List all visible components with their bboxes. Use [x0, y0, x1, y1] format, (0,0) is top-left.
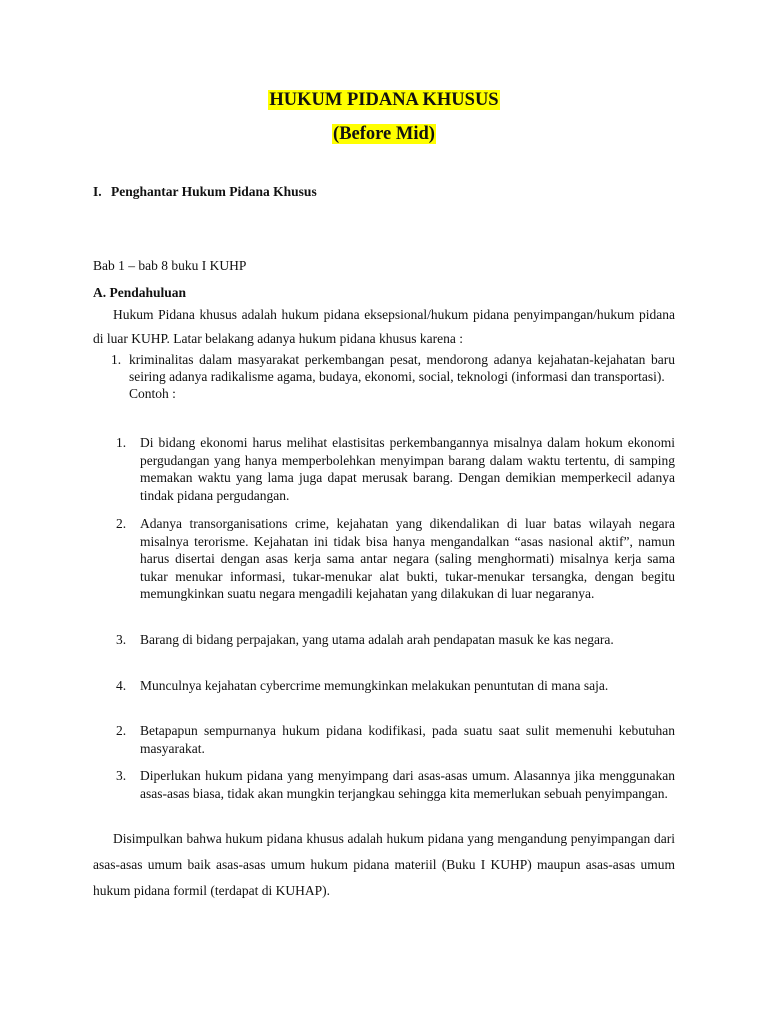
- conclusion-paragraph: [93, 826, 675, 904]
- list-item-text: kriminalitas dalam masyarakat perkembangan pesat, mendorong adanya kejahatan-kejahatan baru seiring adanya radikalisme agama, budaya, ekonomi, social, teknologi (informasi dan transportasi).: [129, 352, 675, 384]
- list-item-number: 4.: [116, 678, 127, 693]
- list-item: [116, 631, 675, 649]
- section-label: Penghantar Hukum Pidana Khusus: [111, 184, 317, 199]
- list-item-number: 3.: [116, 632, 127, 647]
- chapter-note: Bab 1 – bab 8 buku I KUHP: [93, 258, 247, 273]
- list-item-text: Diperlukan hukum pidana yang menyimpang dari asas-asas umum. Alasannya jika menggunakan asas-asas biasa, tidak akan mungkin terjangkau sehingga kita memerlukan sebuah penyimpangan.: [140, 768, 675, 801]
- intro-text: Hukum Pidana khusus adalah hukum pidana eksepsional/hukum pidana penyimpangan/hukum pidana di luar KUHP. Latar belakang adanya hukum pidana khusus karena :: [93, 307, 675, 346]
- list-item: [116, 515, 675, 603]
- document-subtitle: (Before Mid): [333, 124, 435, 144]
- list-item-text: Betapapun sempurnanya hukum pidana kodifikasi, pada suatu saat sulit memenuhi kebutuhan masyarakat.: [140, 723, 675, 756]
- section-heading: [93, 184, 317, 200]
- list-item: [116, 677, 675, 695]
- list-item-number: 2.: [116, 723, 127, 738]
- list-item: [116, 722, 675, 757]
- list-item-number: 1.: [111, 352, 122, 367]
- section-number: I.: [93, 184, 102, 199]
- intro-paragraph: [93, 303, 675, 351]
- list-item-text: Barang di bidang perpajakan, yang utama adalah arah pendapatan masuk ke kas negara.: [140, 632, 614, 647]
- list-item: [116, 767, 675, 802]
- contoh-label: Contoh :: [129, 386, 176, 401]
- list-item-number: 3.: [116, 768, 127, 783]
- list-item-text: Munculnya kejahatan cybercrime memungkinkan melakukan penuntutan di mana saja.: [140, 678, 609, 693]
- subheading: A. Pendahuluan: [93, 285, 187, 300]
- list-item: [111, 351, 675, 402]
- list-item-text: Di bidang ekonomi harus melihat elastisitas perkembangannya misalnya dalam hokum ekonomi pergudangan yang hanya memperbolehkan menyimpan barang dalam waktu tertentu, di samping memakan waktu yang lama juga dapat merusak barang. Dengan demikian memperkecil adanya tindak pidana pergudangan.: [140, 435, 675, 503]
- conclusion-text: Disimpulkan bahwa hukum pidana khusus adalah hukum pidana yang mengandung penyimpangan dari asas-asas umum baik asas-asas umum hukum pidana materiil (Buku I KUHP) maupun asas-asas umum hukum pidana formil (terdapat di KUHAP).: [93, 831, 675, 898]
- title-line: [0, 89, 768, 111]
- list-item-text: Adanya transorganisations crime, kejahatan yang dikendalikan di luar batas wilayah negara misalnya terorisme. Kejahatan ini tidak bisa hanya mengandalkan “asas nasional aktif”, namun harus disertai dengan asas kerja sama antar negara (saling menghormati) misalnya kerja sama tukar menukar informasi, tukar-menukar alat bukti, tukar-menukar tersangka, dengan begitu memungkinkan suatu negara mengadili kejahatan yang dilakukan di luar negaranya.: [140, 516, 675, 601]
- list-item-number: 1.: [116, 435, 127, 450]
- subtitle-line: [0, 123, 768, 145]
- list-item-number: 2.: [116, 516, 127, 531]
- list-item: [116, 434, 675, 504]
- document-title: HUKUM PIDANA KHUSUS: [269, 90, 499, 110]
